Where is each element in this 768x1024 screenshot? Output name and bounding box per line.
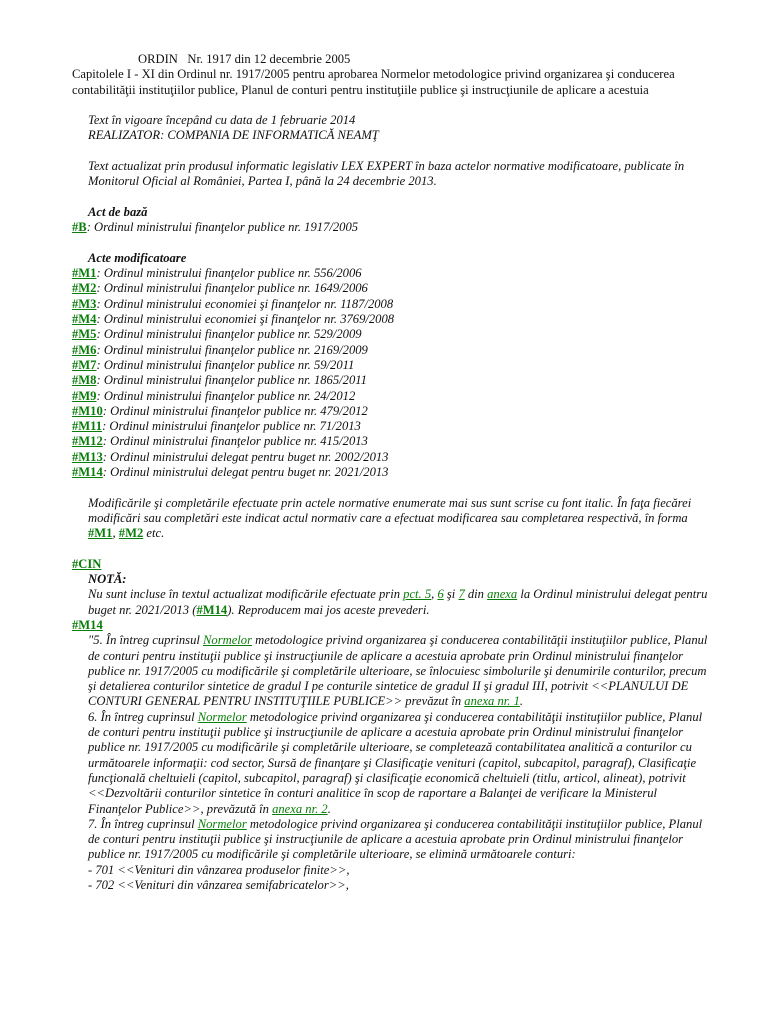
pct7-link[interactable]: 7 <box>458 587 465 602</box>
modifying-act-text: : Ordinul ministrului delegat pentru buget nr. 2002/2013 <box>102 449 389 464</box>
modifying-act-text: : Ordinul ministrului finanţelor publice nr. 529/2009 <box>96 327 362 342</box>
modifying-act-link[interactable]: #M7 <box>72 357 97 372</box>
point-6 <box>72 710 712 817</box>
modifying-act-item <box>72 266 712 281</box>
modifying-act-item <box>72 450 712 465</box>
point-5 <box>72 633 712 709</box>
note-tail: etc. <box>143 526 165 541</box>
point-text: "5. În întreg cuprinsul <box>88 633 204 648</box>
modifying-act-item <box>72 419 712 434</box>
modifying-act-item <box>72 343 712 358</box>
point-text: 6. În întreg cuprinsul <box>88 709 198 724</box>
modifying-act-item <box>72 281 712 296</box>
modifying-act-text: : Ordinul ministrului finanţelor publice nr. 1649/2006 <box>96 281 368 296</box>
modifying-act-link[interactable]: #M14 <box>72 465 103 480</box>
point-text: 7. În întreg cuprinsul <box>88 816 198 831</box>
cin-text: ). Reproducem mai jos aceste prevederi. <box>227 602 430 617</box>
point-text: . <box>327 801 331 816</box>
normelor-link[interactable]: Normelor <box>197 709 247 724</box>
modifying-act-text: : Ordinul ministrului finanţelor publice nr. 556/2006 <box>96 266 362 281</box>
base-act-line <box>72 220 712 235</box>
modifying-acts-heading: Acte modificatoare <box>88 250 187 265</box>
modifying-act-link[interactable]: #M11 <box>72 419 103 434</box>
anexa-1-link[interactable]: anexa nr. 1 <box>464 694 520 709</box>
modifying-act-link[interactable]: #M9 <box>72 388 97 403</box>
m14-inline-link[interactable]: #M14 <box>196 602 228 617</box>
modifying-act-text: : Ordinul ministrului finanţelor publice nr. 479/2012 <box>102 403 368 418</box>
anexa-2-link[interactable]: anexa nr. 2 <box>272 801 328 816</box>
modifying-act-link[interactable]: #M6 <box>72 342 97 357</box>
cin-line <box>72 557 712 572</box>
modifying-act-text: : Ordinul ministrului finanţelor publice nr. 415/2013 <box>102 434 368 449</box>
cin-text: din <box>464 587 488 602</box>
modifying-act-link[interactable]: #M1 <box>72 266 97 281</box>
modifying-acts-list <box>72 266 712 480</box>
update-note: Text actualizat prin produsul informatic legislativ LEX EXPERT în baza actelor normative modificatoare, publicate în Monitorul Oficial al României, Partea I, până la 24 decembrie 2013. <box>88 159 685 189</box>
cin-text: , <box>431 587 438 602</box>
modifying-act-link[interactable]: #M13 <box>72 449 103 464</box>
modifying-act-item <box>72 312 712 327</box>
m14-line <box>72 618 712 633</box>
cin-text: Nu sunt incluse în textul actualizat modificările efectuate prin <box>88 587 404 602</box>
note-text: Modificările şi completările efectuate prin actele normative enumerate mai sus sunt scrise cu font italic. În faţa fiecărei modificări sau completări este indicat actul normativ care a efectuat modificarea sau completarea respectivă, în forma <box>88 495 692 525</box>
point-7 <box>72 817 712 863</box>
modifying-act-text: : Ordinul ministrului economiei şi finanţelor nr. 1187/2008 <box>96 296 394 311</box>
document-title <box>72 52 712 67</box>
pct5-link[interactable]: pct. 5 <box>403 587 432 602</box>
modifying-act-text: : Ordinul ministrului finanţelor publice nr. 59/2011 <box>96 357 355 372</box>
normelor-link[interactable]: Normelor <box>197 816 247 831</box>
modifying-act-item <box>72 358 712 373</box>
cin-link[interactable]: #CIN <box>72 556 102 571</box>
modifying-act-item <box>72 434 712 449</box>
note-sep: , <box>112 526 119 541</box>
document-page <box>72 52 712 893</box>
modifying-act-link[interactable]: #M2 <box>72 281 97 296</box>
title-word: ORDIN <box>138 52 178 66</box>
pct6-link[interactable]: 6 <box>437 587 444 602</box>
base-act-link[interactable]: #B <box>72 220 87 235</box>
point-text: metodologice privind organizarea şi conducerea contabilităţii instituţiilor publice, Planul de conturi pentru instituţii publice şi instrucţiunile de aplicare a acestuia aprobate prin Ordinul ministrului finanţelor publice nr. 1917/2005 cu modificările şi completările ulterioare, se înlocuiesc simbolurile şi denumirile conturilor, precum şi detalierea conturilor sintetice de gradul I pe conturile sintetice de gradul II şi gradul III, potrivit <<PLANULUI DE CONTURI GENERAL PENTRU INSTITUŢIILE PUBLICE>> prevăzut în <box>88 633 708 709</box>
modifying-act-text: : Ordinul ministrului finanţelor publice nr. 2169/2009 <box>96 342 368 357</box>
account-702: - 702 <<Venituri din vânzarea semifabricatelor>>, <box>88 878 349 893</box>
modifying-act-item <box>72 389 712 404</box>
base-act-heading: Act de bază <box>88 204 148 219</box>
modifying-act-text: : Ordinul ministrului finanţelor publice nr. 24/2012 <box>96 388 356 403</box>
modifying-act-text: : Ordinul ministrului delegat pentru buget nr. 2021/2013 <box>102 465 389 480</box>
modifying-act-item <box>72 465 712 480</box>
m2-link[interactable]: #M2 <box>118 526 144 541</box>
cin-text: la Ordinul ministrului delegat pentru buget nr. 2021/2013 ( <box>88 587 708 617</box>
modifying-act-text: : Ordinul ministrului economiei şi finanţelor nr. 3769/2008 <box>96 312 395 327</box>
modifying-act-item <box>72 327 712 342</box>
modifying-act-link[interactable]: #M5 <box>72 327 97 342</box>
modifying-act-item <box>72 373 712 388</box>
modifying-act-link[interactable]: #M10 <box>72 403 103 418</box>
m14-link[interactable]: #M14 <box>72 617 103 632</box>
validity-line: Text în vigoare începând cu data de 1 februarie 2014 <box>88 113 356 128</box>
modifying-act-link[interactable]: #M3 <box>72 296 97 311</box>
nota-heading: NOTĂ: <box>88 572 127 587</box>
modifying-act-link[interactable]: #M4 <box>72 312 97 327</box>
modifying-act-link[interactable]: #M8 <box>72 373 97 388</box>
account-701: - 701 <<Venituri din vânzarea produselor finite>>, <box>88 862 350 877</box>
document-subtitle: Capitolele I - XI din Ordinul nr. 1917/2005 pentru aprobarea Normelor metodologice privind organizarea şi conducerea contabilităţii instituţiilor publice, Planul de conturi pentru instituţiile publice şi instrucţiunile de aplicare a acestuia <box>72 67 675 97</box>
point-text: . <box>519 694 524 709</box>
point-text: metodologice privind organizarea şi conducerea contabilităţii instituţiilor publice, Planul de conturi pentru instituţii publice şi instrucţiunile de aplicare a acestuia aprobate prin Ordinul ministrului finanţelor publice nr. 1917/2005 cu modificările şi completările ulterioare, se completează contabilitatea analitică a conturilor cu următoarele informaţii: cod sector, Sursă de finanţare şi Clasificaţie venituri (capitol, subcapitol, paragraf), Clasificaţie funcţională cheltuieli (capitol, subcapitol, paragraf) şi clasificaţie economică cheltuieli (titlu, articol, alineat), potrivit <<Dezvoltării conturilor sintetice în conturi analitice în scop de raportare a Balanţei de verificare la Ministerul Finanţelor Publice>>, prevăzută în <box>88 709 703 816</box>
point-text: metodologice privind organizarea şi conducerea contabilităţii instituţiilor publice, Planul de conturi pentru instituţii publice şi instrucţiunile de aplicare a acestuia aprobate prin Ordinul ministrului finanţelor publice nr. 1917/2005 cu modificările şi completările ulterioare, se elimină următoarele conturi: <box>88 816 703 862</box>
modifying-act-link[interactable]: #M12 <box>72 434 103 449</box>
cin-text: şi <box>443 587 459 602</box>
anexa-link[interactable]: anexa <box>487 587 518 602</box>
modifying-act-item <box>72 404 712 419</box>
base-act-text: : Ordinul ministrului finanţelor publice nr. 1917/2005 <box>86 220 359 235</box>
title-number: Nr. 1917 din 12 decembrie 2005 <box>187 52 351 66</box>
m1-link[interactable]: #M1 <box>88 526 113 541</box>
modifying-act-text: : Ordinul ministrului finanţelor publice nr. 71/2013 <box>102 419 361 434</box>
author-line: REALIZATOR: COMPANIA DE INFORMATICĂ NEAMŢ <box>88 128 379 143</box>
modifying-act-item <box>72 297 712 312</box>
modifications-note <box>72 496 712 542</box>
modifying-act-text: : Ordinul ministrului finanţelor publice nr. 1865/2011 <box>96 373 367 388</box>
cin-paragraph <box>72 587 712 618</box>
normelor-link[interactable]: Normelor <box>203 633 252 648</box>
